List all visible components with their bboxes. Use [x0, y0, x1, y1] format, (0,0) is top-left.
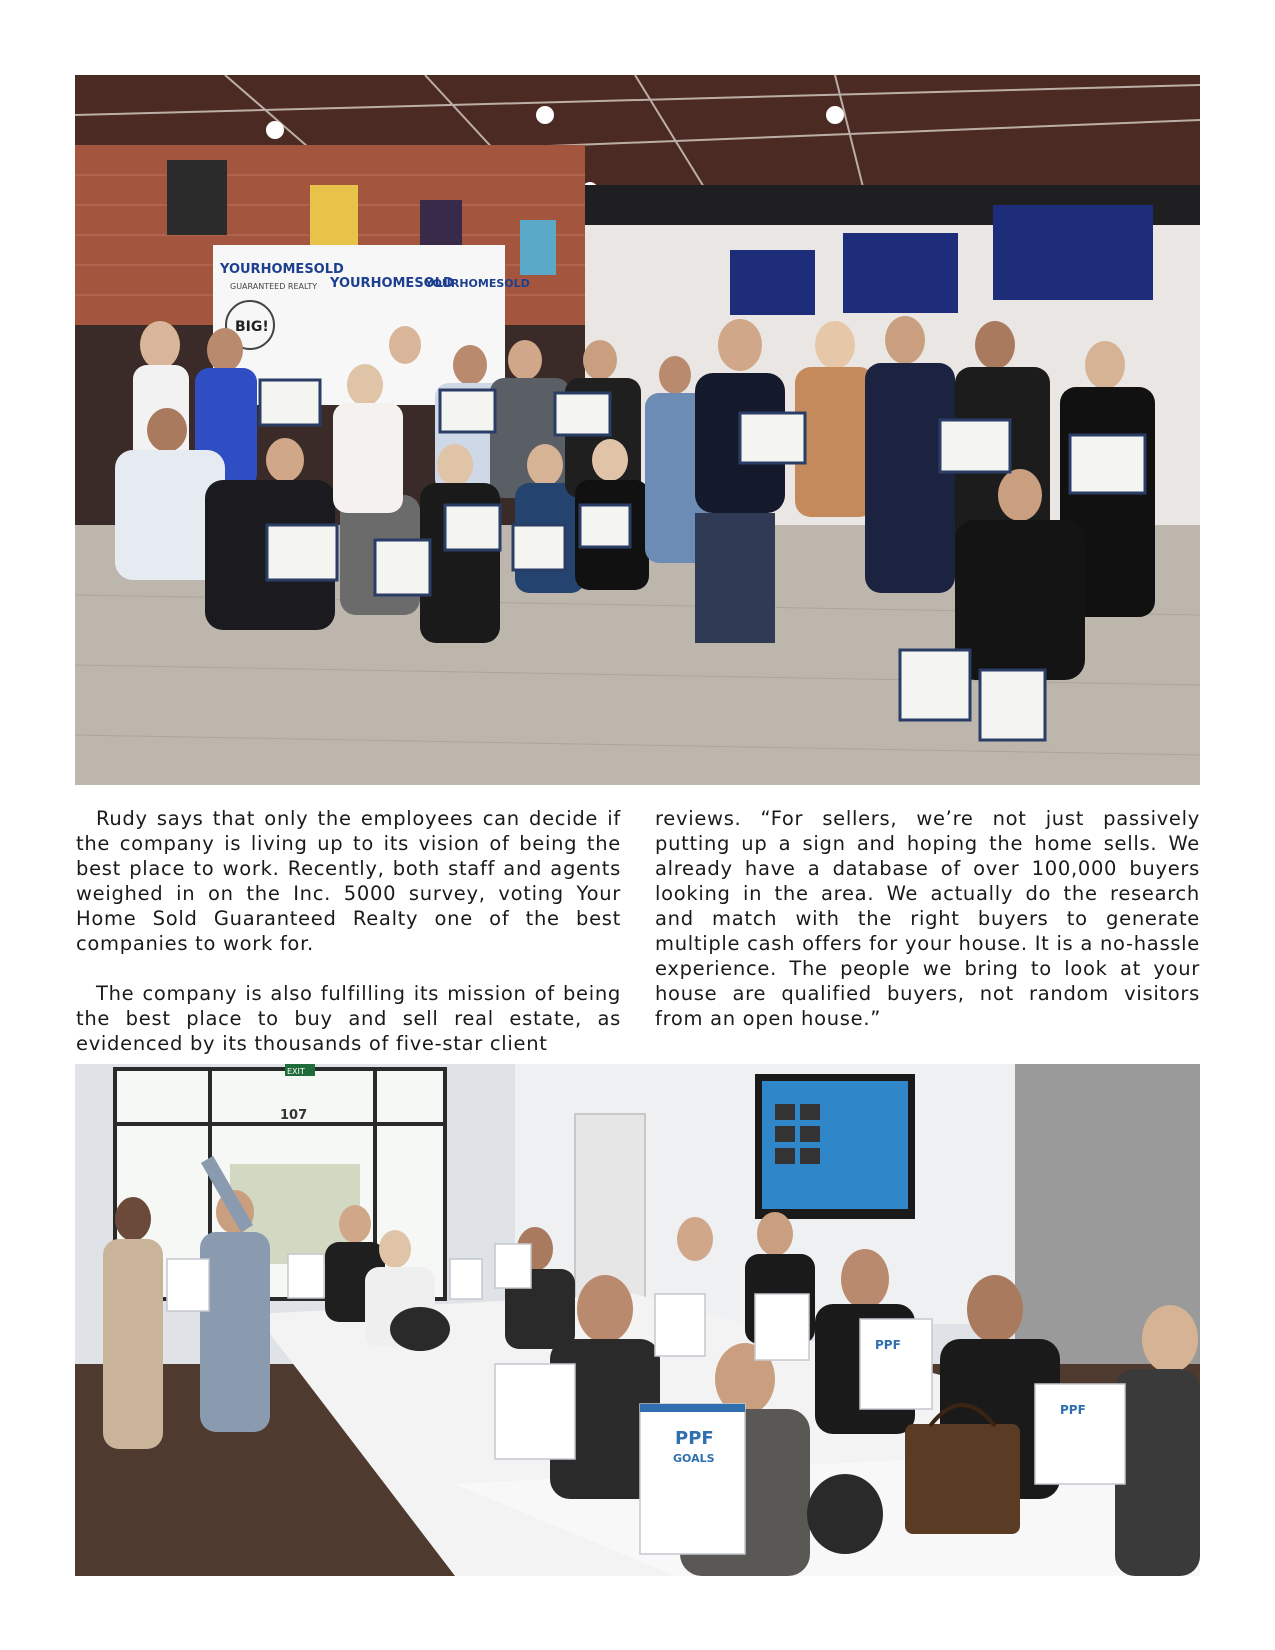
article-paragraph: The company is also fulfilling its mission of being the best place to buy and sell real estate, as evidenced by its thousands of five-star client	[76, 982, 621, 1055]
handout-title-text-3: PPF	[1060, 1403, 1086, 1417]
article-paragraph: Rudy says that only the employees can decide if the company is living up to its vision of being the best place to work. Recently, both staff and agents weighed in on the Inc. 5000 survey, voting Your Home Sold Guaranteed Realty one of the best companies to work for.	[76, 807, 621, 955]
backdrop-sub-text: GUARANTEED REALTY	[230, 282, 318, 291]
photo-group-certificates-image	[75, 75, 1200, 785]
exit-sign-text: EXIT	[287, 1067, 305, 1076]
article-column-right	[655, 806, 1200, 1031]
photo-group-certificates	[75, 75, 1200, 785]
photo-training-room	[75, 1064, 1200, 1576]
photo-training-room-image	[75, 1064, 1200, 1576]
handout-title-text-2: PPF	[875, 1338, 901, 1352]
room-number-text: 107	[280, 1108, 308, 1123]
handout-sub-text: GOALS	[673, 1452, 715, 1465]
article-column-left	[76, 806, 621, 1056]
backdrop-logo-text-3: YOURHOMESOLD	[425, 277, 530, 290]
backdrop-badge-text: BIG!	[235, 319, 269, 335]
backdrop-logo-text: YOURHOMESOLD	[220, 262, 344, 277]
article-paragraph: reviews. “For sellers, we’re not just passively putting up a sign and hoping the home sells. We already have a database of over 100,000 buyers looking in the area. We actually do the research and match with the right buyers to generate multiple cash offers for your house. It is a no-hassle experience. The people we bring to look at your house are qualified buyers, not random visitors from an open house.”	[655, 807, 1200, 1030]
backdrop-logo-text-2: YOURHOMESOLD	[330, 276, 454, 291]
handout-title-text: PPF	[675, 1428, 714, 1449]
